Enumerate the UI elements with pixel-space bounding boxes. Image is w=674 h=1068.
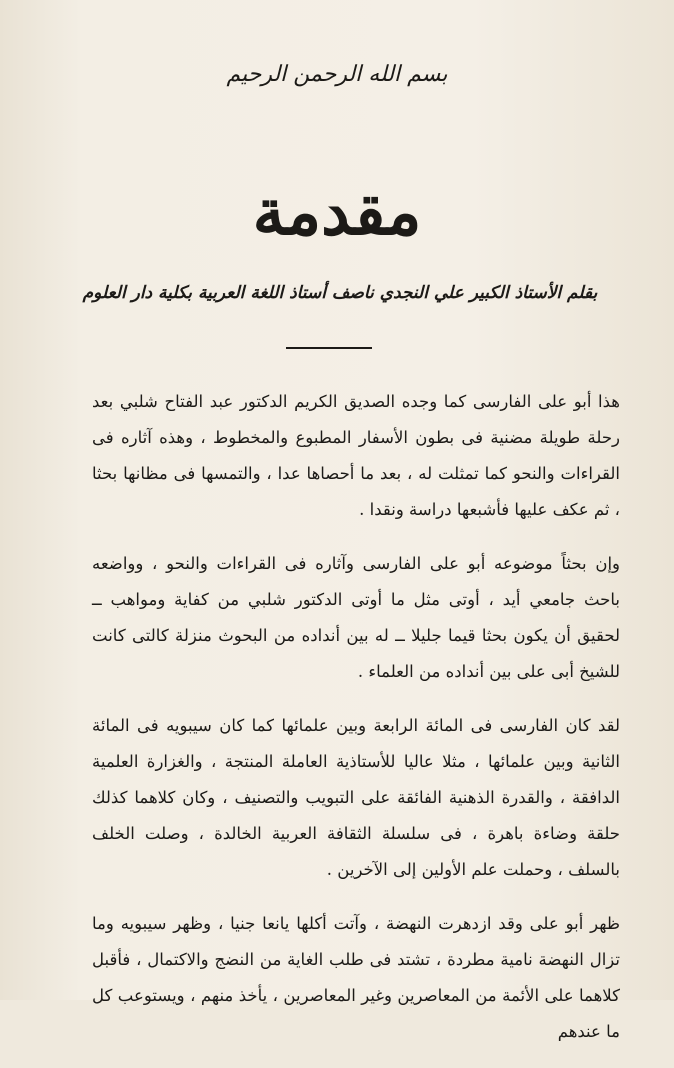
author-line: بقلم الأستاذ الكبير علي النجدي ناصف أستاذ اللغة العربية بكلية دار العلوم [82,283,598,303]
title-divider [286,347,372,349]
basmala-heading: بسم الله الرحمن الرحيم [226,62,448,87]
paragraph-2: وإن بحثاً موضوعه أبو على الفارسى وآثاره فى القراءات والنحو ، وواضعه باحث جامعي أيد ، أوتى مثل ما أوتى الدكتور شلبي من كفاية ومواهب ــ لحقيق أن يكون بحثا قيما جليلا ــ له بين أنداده من البحوث منزلة كالتى كانت للشيخ أبى على بين أنداده من العلماء . [92,554,620,681]
paragraph-1: هذا أبو على الفارسى كما وجده الصديق الكريم الدكتور عبد الفتاح شلبي بعد رحلة طويلة مضنية فى بطون الأسفار المطبوع والمخطوط ، وهذه آثاره فى القراءات والنحو كما تمثلت له ، بعد ما أحصاها عدا ، والتمسها فى مظانها بحثا ، ثم عكف عليها فأشبعها دراسة ونقدا . [92,392,620,519]
paragraph-4: ظهر أبو على وقد ازدهرت النهضة ، وآتت أكلها يانعا جنيا ، وظهر سيبويه وما تزال النهضة نامية مطردة ، تشتد فى طلب الغاية من النضج والاكتمال ، فأقبل كلاهما على الأئمة من المعاصرين وغير المعاصرين ، يأخذ منهم ، ويستوعب كل ما عندهم [92,914,620,1041]
paragraph-3: لقد كان الفارسى فى المائة الرابعة وبين علمائها كما كان سيبويه فى المائة الثانية وبين علمائها ، مثلا عاليا للأستاذية العاملة المنتجة ، والغزارة العلمية الدافقة ، والقدرة الذهنية الفائقة على التبويب والتصنيف ، وكان كلاهما كذلك حلقة وضاءة باهرة ، فى سلسلة الثقافة العربية الخالدة ، وصلت الخلف بالسلف ، وحملت علم الأولين إلى الآخرين . [92,716,620,879]
body-text [92,384,620,1068]
page-title: مقدمة [252,175,422,250]
